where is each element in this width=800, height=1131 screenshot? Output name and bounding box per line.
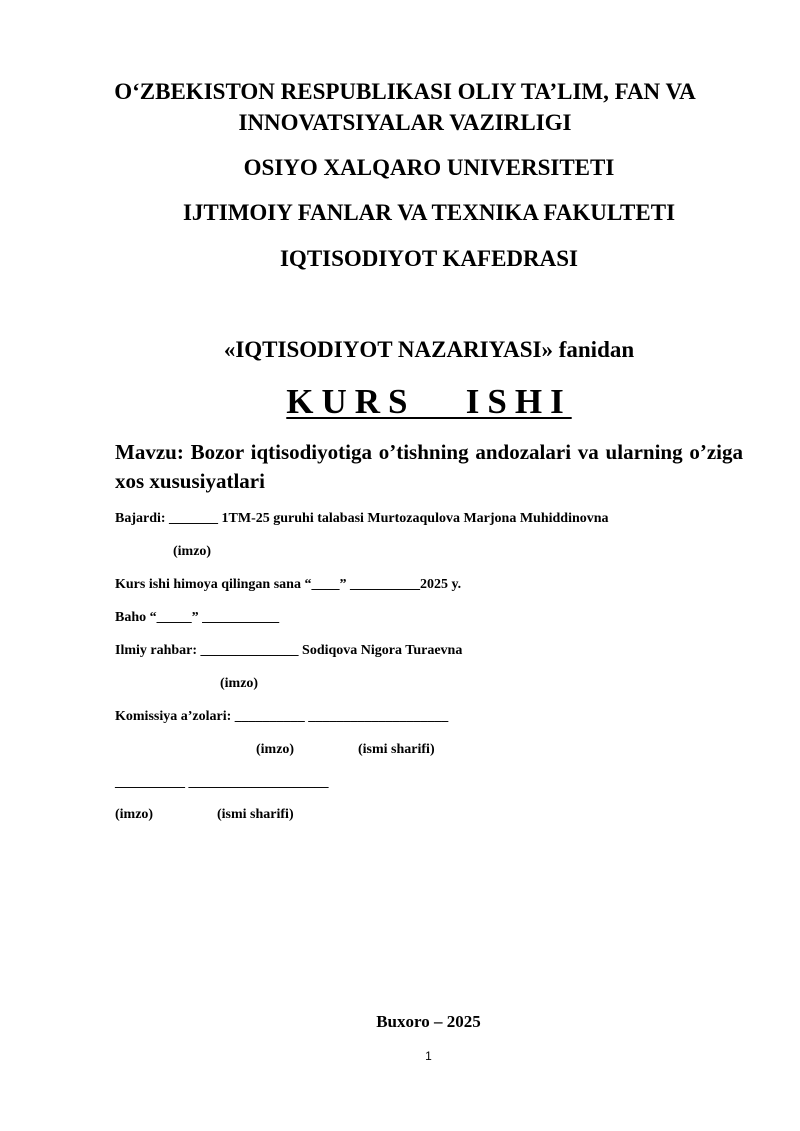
defense-date-line: Kurs ishi himoya qilingan sana “____” __________2025 y. bbox=[115, 577, 462, 592]
department-name: IQTISODIYOT KAFEDRASI bbox=[279, 246, 578, 271]
page-number: 1 bbox=[425, 1049, 432, 1063]
ministry-line-1: O‘ZBEKISTON RESPUBLIKASI OLIY TA’LIM, FAN VA bbox=[114, 79, 696, 104]
commission-line-2: __________ ____________________ bbox=[115, 775, 329, 790]
topic-paragraph: Mavzu: Bozor iqtisodiyotiga o’tishning andozalari va ularning o’ziga xos xususiyatlari bbox=[115, 440, 743, 493]
grade-line: Baho “_____” ___________ bbox=[115, 610, 280, 625]
name-caption-commission-2: (ismi sharifi) bbox=[217, 807, 294, 822]
city-year: Buxoro – 2025 bbox=[376, 1012, 481, 1031]
name-caption-commission-1: (ismi sharifi) bbox=[358, 742, 435, 757]
supervisor-line: Ilmiy rahbar: ______________ Sodiqova Nigora Turaevna bbox=[115, 643, 463, 658]
signature-caption-commission-2: (imzo) bbox=[115, 807, 154, 822]
commission-line: Komissiya a’zolari: __________ ____________________ bbox=[115, 709, 449, 724]
performed-by-line: Bajardi: _______ 1TM-25 guruhi talabasi Murtozaqulova Marjona Muhiddinovna bbox=[115, 511, 609, 526]
signature-caption-commission-1: (imzo) bbox=[256, 742, 295, 757]
subject-line: «IQTISODIYOT NAZARIYASI» fanidan bbox=[223, 337, 635, 362]
ministry-line-2: INNOVATSIYALAR VAZIRLIGI bbox=[238, 110, 572, 135]
document-title bbox=[29, 380, 800, 424]
university-name: OSIYO XALQARO UNIVERSITETI bbox=[243, 155, 615, 180]
faculty-name: IJTIMOIY FANLAR VA TEXNIKA FAKULTETI bbox=[182, 200, 676, 225]
signature-caption-student: (imzo) bbox=[173, 544, 212, 559]
signature-caption-supervisor: (imzo) bbox=[220, 676, 259, 691]
document-title-text: KURS ISHI bbox=[286, 382, 572, 421]
